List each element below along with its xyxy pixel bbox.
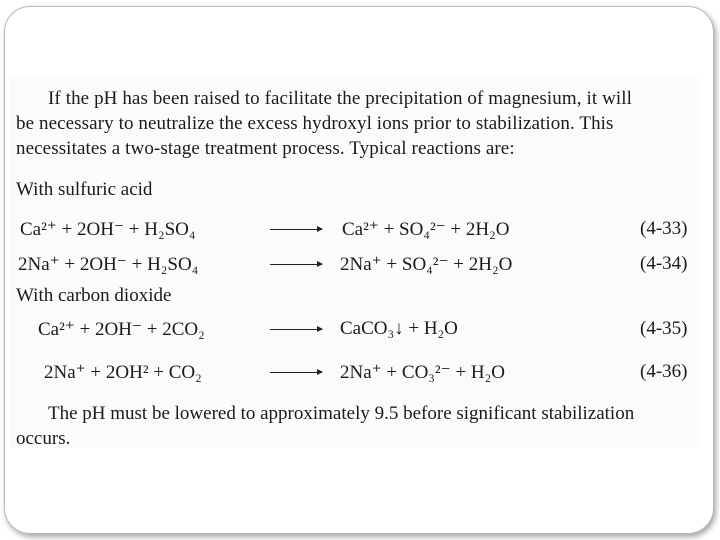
- equation-number: (4-35): [640, 318, 688, 339]
- equation-number: (4-34): [640, 253, 688, 274]
- equation-reactants: 2Na⁺ + 2OH² + CO₂: [44, 362, 202, 383]
- equation-number: (4-33): [640, 218, 688, 239]
- carbon-dioxide-heading: With carbon dioxide: [16, 285, 172, 306]
- equation-4-36: [0, 361, 720, 389]
- intro-line-2: be necessary to neutralize the excess hydroxyl ions prior to stabilization. This: [16, 113, 614, 134]
- equation-4-33: [0, 218, 720, 246]
- equation-4-35: [0, 318, 720, 346]
- intro-line-1: If the pH has been raised to facilitate the precipitation of magnesium, it will: [48, 88, 633, 109]
- equation-4-34: [0, 253, 720, 281]
- closing-paragraph: [16, 401, 706, 451]
- reaction-arrow: [270, 361, 322, 383]
- reaction-arrow: [270, 253, 322, 275]
- sulfuric-acid-heading: With sulfuric acid: [16, 179, 153, 200]
- equation-reactants: 2Na⁺ + 2OH⁻ + H₂SO₄: [18, 254, 199, 275]
- equation-reactants: Ca²⁺ + 2OH⁻ + H₂SO₄: [20, 219, 196, 240]
- reaction-arrow: [270, 218, 322, 240]
- equation-products: 2Na⁺ + CO₃²⁻ + H₂O: [340, 362, 505, 383]
- equation-products: Ca²⁺ + SO₄²⁻ + 2H₂O: [342, 219, 510, 240]
- equation-products: 2Na⁺ + SO₄²⁻ + 2H₂O: [340, 254, 513, 275]
- equation-products: CaCO₃↓ + H₂O: [340, 318, 458, 339]
- reaction-arrow: [270, 318, 322, 340]
- closing-line-1: The pH must be lowered to approximately 9.5 before significant stabilization: [48, 403, 635, 424]
- equation-reactants: Ca²⁺ + 2OH⁻ + 2CO₂: [38, 319, 205, 340]
- closing-line-2: occurs.: [16, 428, 71, 449]
- equation-number: (4-36): [640, 361, 688, 382]
- intro-line-3: necessitates a two-stage treatment process. Typical reactions are:: [16, 138, 515, 159]
- intro-paragraph: [16, 86, 706, 161]
